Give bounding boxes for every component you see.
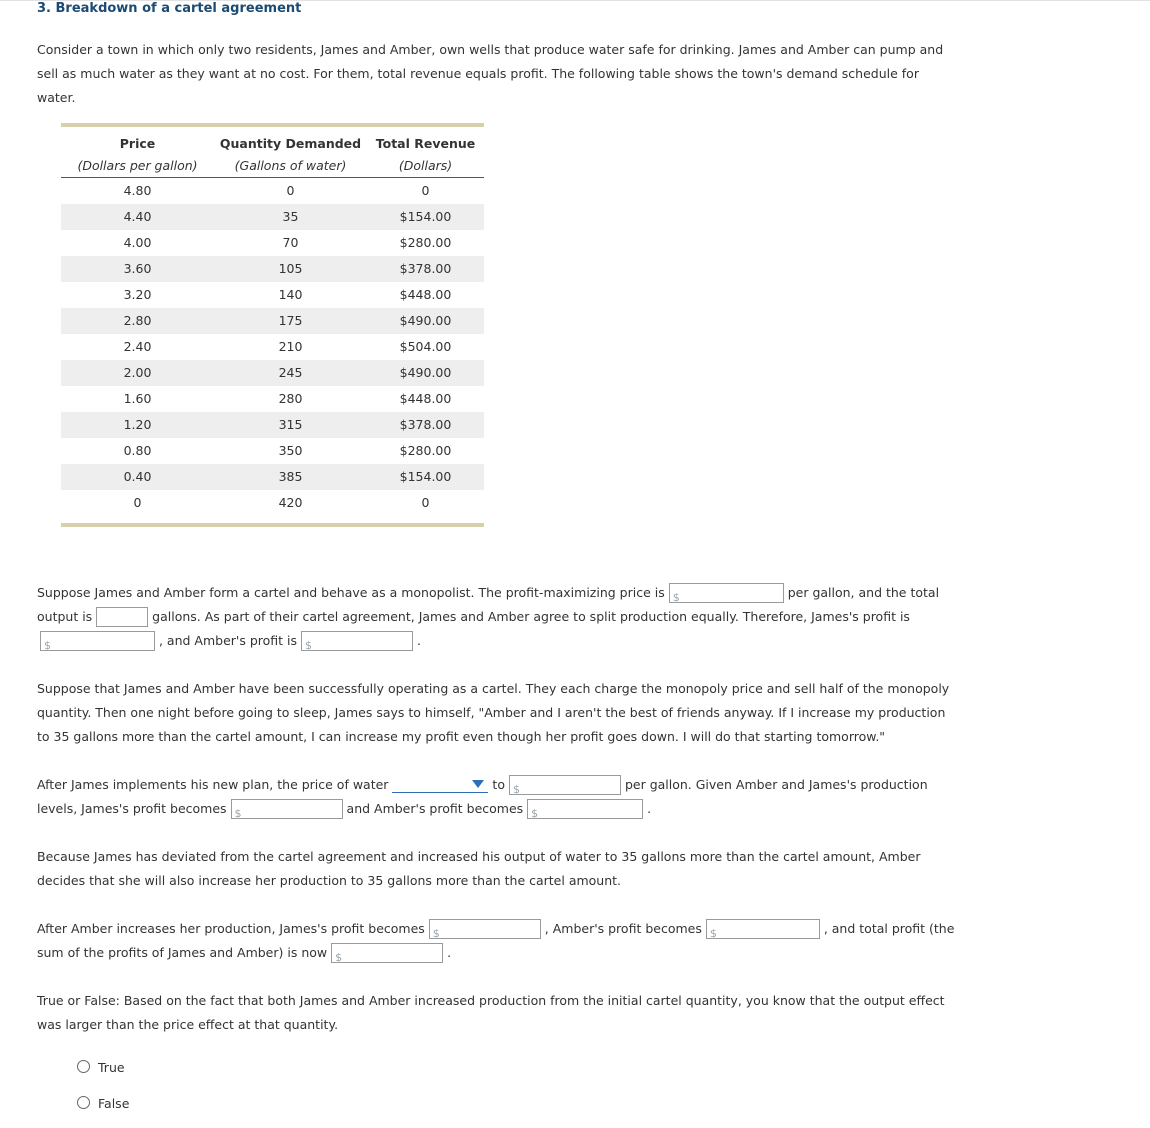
james-final-profit-input[interactable] — [429, 919, 541, 939]
table-row — [61, 386, 484, 412]
quantity-cell: 35 — [282, 209, 299, 224]
header-price-title: Price — [119, 136, 156, 151]
quantity-cell: 385 — [278, 469, 303, 484]
chevron-down-icon — [472, 780, 484, 788]
table-row — [61, 282, 484, 308]
q5-text-b: , Amber's profit becomes — [544, 921, 702, 936]
true-radio[interactable] — [77, 1060, 90, 1073]
quantity-cell: 0 — [286, 183, 295, 198]
table-row — [61, 178, 484, 204]
header-price-unit: (Dollars per gallon) — [77, 158, 198, 173]
table-row — [61, 360, 484, 386]
james-profit-input[interactable] — [40, 631, 155, 651]
table-row — [61, 490, 484, 516]
q5-text-e: . — [447, 945, 452, 960]
revenue-cell: $280.00 — [399, 443, 452, 458]
quantity-cell: 315 — [278, 417, 303, 432]
amber-profit-input[interactable] — [301, 631, 413, 651]
new-price-input[interactable] — [509, 775, 621, 795]
quantity-cell: 280 — [278, 391, 303, 406]
price-cell: 4.40 — [123, 209, 152, 224]
table-row — [61, 204, 484, 230]
revenue-cell: $490.00 — [399, 365, 452, 380]
quantity-cell: 420 — [278, 495, 303, 510]
price-cell: 0 — [133, 495, 142, 510]
revenue-cell: $154.00 — [399, 209, 452, 224]
q1-line-2 — [37, 605, 910, 629]
revenue-cell: 0 — [421, 183, 430, 198]
dollar-sign: $ — [672, 590, 680, 604]
q1-text-f: . — [416, 633, 421, 648]
false-radio[interactable] — [77, 1096, 90, 1109]
q3-text-f: . — [647, 801, 652, 816]
true-label[interactable]: True — [98, 1060, 125, 1075]
revenue-cell: $448.00 — [399, 391, 452, 406]
quantity-cell: 210 — [278, 339, 303, 354]
price-cell: 2.00 — [123, 365, 152, 380]
q5-line-2 — [37, 941, 451, 965]
quantity-cell: 105 — [278, 261, 303, 276]
quantity-cell: 70 — [282, 235, 299, 250]
table-row — [61, 230, 484, 256]
price-cell: 3.60 — [123, 261, 152, 276]
question-title: 3. Breakdown of a cartel agreement — [37, 1, 302, 16]
price-cell: 3.20 — [123, 287, 152, 302]
price-cell: 2.40 — [123, 339, 152, 354]
q3-text-b: to — [492, 777, 505, 792]
q1-text-e: , and Amber's profit is — [158, 633, 298, 648]
q3-text-e: and Amber's profit becomes — [346, 801, 524, 816]
revenue-cell: $378.00 — [399, 261, 452, 276]
q4-paragraph: Because James has deviated from the cartel agreement and increased his output of water to 35 gallons more than the cartel amount, Amber decides that she will also increase her production to 35 gallons more than the cartel amount. — [37, 849, 921, 888]
james-deviation-profit-input[interactable] — [231, 799, 343, 819]
revenue-cell: $154.00 — [399, 469, 452, 484]
header-revenue-title: Total Revenue — [375, 136, 476, 151]
q3-line-2 — [37, 797, 651, 821]
q1-line-3 — [40, 629, 421, 653]
q3-text-d: levels, James's profit becomes — [37, 801, 227, 816]
revenue-cell: $504.00 — [399, 339, 452, 354]
price-cell: 0.80 — [123, 443, 152, 458]
dollar-sign: $ — [44, 638, 51, 652]
q5-line-1 — [37, 917, 954, 941]
dollar-sign: $ — [432, 926, 440, 940]
q1-line-1 — [37, 581, 939, 605]
dollar-sign: $ — [305, 638, 312, 652]
table-row — [61, 308, 484, 334]
price-cell: 4.80 — [123, 183, 152, 198]
revenue-cell: 0 — [421, 495, 430, 510]
q5-text-c: , and total profit (the — [823, 921, 955, 936]
table-header — [61, 127, 484, 178]
table-bottom-border — [61, 523, 484, 527]
monopoly-price-input[interactable] — [669, 583, 784, 603]
dollar-sign: $ — [531, 806, 539, 820]
revenue-cell: $280.00 — [399, 235, 452, 250]
q1-text-a: Suppose James and Amber form a cartel and behave as a monopolist. The profit-maximizing price is — [37, 585, 665, 600]
header-quantity-unit: (Gallons of water) — [234, 158, 347, 173]
header-quantity — [214, 133, 367, 177]
header-quantity-title: Quantity Demanded — [219, 136, 362, 151]
revenue-cell: $448.00 — [399, 287, 452, 302]
q1-text-b: per gallon, and the total — [787, 585, 940, 600]
q2-paragraph: Suppose that James and Amber have been successfully operating as a cartel. They each charge the monopoly price and sell half of the monopoly quantity. Then one night before going to sleep, James says to himself, "Amber and I aren't the best of friends anyway. If I increase my production to 35 gallons more than the cartel amount, I can increase my profit even though her profit goes down. I will do that starting tomorrow." — [37, 681, 950, 744]
q1-text-d: gallons. As part of their cartel agreement, James and Amber agree to split production equally. Therefore, James's profit is — [152, 609, 910, 624]
price-cell: 2.80 — [123, 313, 152, 328]
q5-text-a: After Amber increases her production, James's profit becomes — [37, 921, 425, 936]
quantity-cell: 140 — [278, 287, 303, 302]
false-label[interactable]: False — [98, 1096, 130, 1111]
table-row — [61, 334, 484, 360]
q3-text-a: After James implements his new plan, the price of water — [37, 777, 389, 792]
total-profit-input[interactable] — [331, 943, 443, 963]
table-body — [61, 178, 484, 516]
q1-text-c: output is — [37, 609, 93, 624]
revenue-cell: $378.00 — [399, 417, 452, 432]
price-cell: 1.20 — [123, 417, 152, 432]
revenue-cell: $490.00 — [399, 313, 452, 328]
q6-paragraph: True or False: Based on the fact that both James and Amber increased production from the initial cartel quantity, you know that the output effect was larger than the price effect at that quantity. — [37, 993, 945, 1032]
header-revenue-unit: (Dollars) — [398, 158, 453, 173]
amber-deviation-profit-input[interactable] — [527, 799, 643, 819]
q3-line-1 — [37, 773, 928, 797]
table-row — [61, 464, 484, 490]
dollar-sign: $ — [709, 926, 717, 940]
table-row — [61, 412, 484, 438]
quantity-cell: 175 — [278, 313, 303, 328]
amber-final-profit-input[interactable] — [706, 919, 820, 939]
quantity-cell: 350 — [278, 443, 303, 458]
dollar-sign: $ — [335, 950, 343, 964]
quantity-cell: 245 — [278, 365, 303, 380]
price-cell: 0.40 — [123, 469, 152, 484]
demand-schedule-table — [61, 123, 484, 527]
dollar-sign: $ — [512, 782, 520, 796]
q5-text-d: sum of the profits of James and Amber) is now — [37, 945, 328, 960]
price-cell: 1.60 — [123, 391, 152, 406]
header-price — [61, 133, 214, 177]
q3-text-c: per gallon. Given Amber and James's production — [624, 777, 928, 792]
total-output-input[interactable] — [96, 607, 148, 627]
table-row — [61, 256, 484, 282]
price-change-dropdown[interactable] — [392, 774, 488, 793]
table-row — [61, 438, 484, 464]
dollar-sign: $ — [234, 806, 242, 820]
header-revenue — [367, 133, 484, 177]
intro-paragraph: Consider a town in which only two residents, James and Amber, own wells that produce water safe for drinking. James and Amber can pump and sell as much water as they want at no cost. For them, total revenue equals profit. The following table shows the town's demand schedule for water. — [37, 42, 944, 105]
price-cell: 4.00 — [123, 235, 152, 250]
